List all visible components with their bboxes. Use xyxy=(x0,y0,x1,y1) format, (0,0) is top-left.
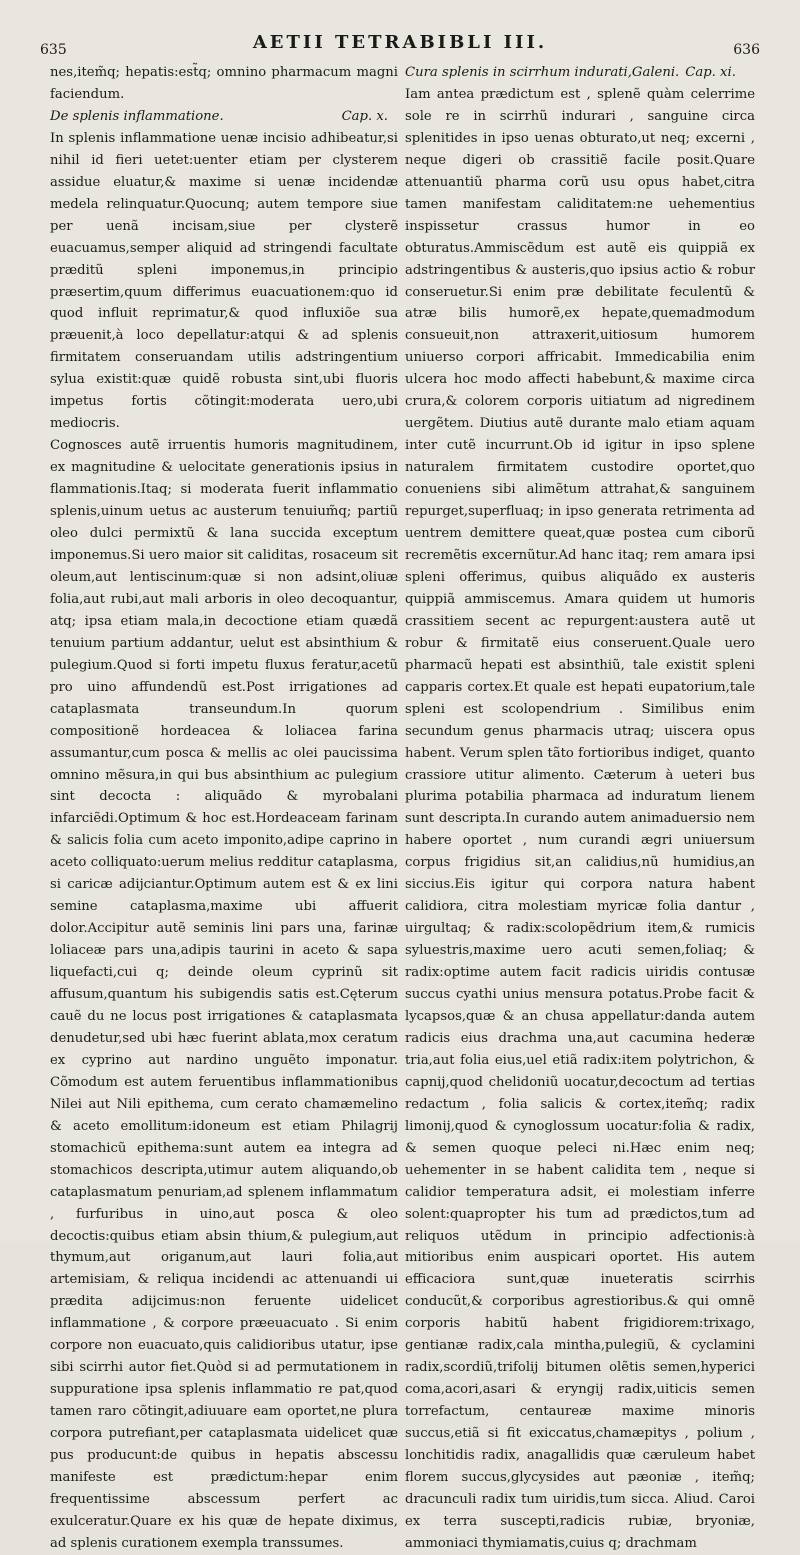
right-column xyxy=(405,62,755,1551)
folio-number-left: 635 xyxy=(40,42,67,58)
left-column xyxy=(50,62,398,1551)
chapter-heading xyxy=(50,106,398,128)
chapter-number: Cap. xi. xyxy=(685,65,736,80)
paragraph: Cognosces autẽ irruentis humoris magnitudinem, ex magnitudine & uelocitate generationis ipsius in flammationis.Itaq; si moderata fuerit inflammatio splenis,uinum uetus ac austerum tenuium̃q; partiũ oleo dulci permixtũ & lana succida exceptum imponemus.Si uero maior sit caliditas, rosaceum sit oleum,aut lentiscinum:quæ si non adsint,oliuæ folia,aut rubi,aut mali arboris in oleo decoquantur, atq; ipsa etiam mala,in decoctione etiam quædã tenuium partium addantur, uelut est absinthium & pulegium.Quod si forti impetu fluxus feratur,acetũ pro uino affundendũ est.Post irrigationes ad cataplasmata transeundum.In quorum compositionẽ hordeacea & loliacea farina assumantur,cum posca & mellis ac olei paucissima omnino mẽsura,in qui bus absinthium ac pulegium sint decocta : aliquãdo & myrobalani infarciẽdi.Optimum & hoc est.Hordeaceam farinam & salicis folia cum aceto imponito,adipe caprino in aceto colliquato:uerum melius redditur cataplasma, si caricæ adijciantur.Optimum autem est & ex lini semine cataplasma,maxime ubi affuerit dolor.Accipitur autẽ seminis lini pars una, farinæ loliaceæ pars una,adipis taurini in aceto & sapa liquefacti,cui q; deinde oleum cyprinũ sit affusum,quantum his subigendis satis est.Cęterum cauẽ du ne locus post irrigationes & cataplasmata denudetur,sed ubi hæc fuerint ablata,mox ceratum ex cyprino aut nardino unguẽto imponatur. Cõmodum est autem feruentibus inflammationibus Nilei aut Nili epithema, cum cerato chamæmelino & aceto emollitum:idoneum est etiam Philagrij stomachicũ epithema:sunt autem ea integra ad stomachicos descripta,utimur autem aliquando,ob cataplasmatum penuriam,ad splenem inflammatum , furfuribus in uino,aut posca & oleo decoctis:quibus etiam absin thium,& pulegium,aut thymum,aut origanum,aut lauri folia,aut artemisiam, & reliqua incidendi ac attenuandi ui prædita adijcimus:non feruente uidelicet inflammatione , & corpore præeuacuato . Si enim corpore non euacuato,quis calidioribus utatur, ipse sibi scirrhi autor fiet.Quòd si ad permutationem in suppuratione ipsa splenis inflammatio re pat,quod tamen raro cõtingit,adiuuare eam oportet,ne plura corpora putrefiant,per cataplasmata uidelicet quæ pus producunt:de quibus in hepatis abscessu manifeste est prædictum:hepar enim frequentissime abscessum perfert ac exulceratur.Quare ex his quæ de hepate diximus, ad splenis curationem exempla transsumes. xyxy=(50,438,398,1551)
continuation-text: nes,item̃q; hepatis:est̃q; omnino pharmacum magni faciendum. xyxy=(50,65,398,102)
page-header xyxy=(40,30,760,58)
chapter-title: De splenis inflammatione. xyxy=(50,108,224,124)
chapter-number: Cap. x. xyxy=(341,108,388,124)
folio-number-right: 636 xyxy=(733,42,760,58)
paragraph: In splenis inflammatione uenæ incisio adhibeatur,si nihil id fieri uetet:uenter etiam per clysterem assidue eluatur,& maxime si uenæ incidendæ medela relinquatur.Quocunq; autem tempore siue per uenã incisam,siue per clysterẽ euacuamus,semper aliquid ad stringendi facultate præditũ spleni imponemus,in principio præsertim,quum differimus euacuationem:quo id quod influit reprimatur,& quod influxiõe sua præuenit,à loco depellatur:atqui & ad splenis firmitatem conseruandam utilis adstringentium sylua existit:quæ quidẽ robusta sint,ubi fluoris impetus fortis cõtingit:moderata uero,ubi mediocris. xyxy=(50,130,398,432)
running-title: AETII TETRABIBLI III. xyxy=(252,32,548,53)
chapter-heading xyxy=(405,62,755,84)
paragraph: Iam antea prædictum est , splenẽ quàm celerrime sole re in scirrhũ indurari , sanguine circa splenitides in ipso uenas obturato,ut neq; excerni , neque digeri ob crassitiẽ facile posit.Quare attenuantiũ pharma corũ usu opus habet,citra tamen manifestam caliditatem:ne uehementius inspissetur crassus humor in eo obturatus.Ammiscẽdum est autẽ eis quippiã ex adstringentibus & austeris,quo ipsius actio & robur conseruetur.Si enim præ debilitate feculentũ & atræ bilis humorẽ,ex hepate,quemadmodum consueuit,non attraxerit,uitiosum humorem uniuerso corpori affricabit. Immedicabilia enim ulcera hoc modo affecti habebunt,& maxime circa crura,& colorem corporis uitiatum ad nigredinem uergẽtem. Diutius autẽ durante malo etiam aquam inter cutẽ incurrunt.Ob id igitur in ipso splene naturalem firmitatem custodire oportet,quo conueniens sibi alimẽtum attrahat,& sanguinem repurget,superfluaq; in ipso generata retrimenta ad uentrem demittere queat,quæ postea cum ciborũ recremẽtis excernũtur.Ad hanc itaq; rem amara ipsi spleni offerimus, quibus aliquãdo ex austeris quippiã ammiscemus. Amara quidem ut humoris crassitiem secent ac repurgent:austera autẽ ut robur & firmitatẽ eius conseruent.Quale uero pharmacũ hepati est absinthiũ, tale existit spleni capparis cortex.Et quale est hepati eupatorium,tale spleni est scolopendrium . Similibus enim secundum genus pharmacis utraq; uiscera opus habent. Verum splen tãto fortioribus indiget, quanto crassiore utitur alimento. Cæterum à ueteri bus plurima potabilia pharmaca ad induratum lienem sunt descripta.In curando autem animaduersio nem habere oportet , num curandi ægri uniuersum corpus frigidius sit,an calidius,nũ humidius,an siccius.Eis igitur qui corpora natura habent calidiora, citra molestiam myricæ folia dantur , uirgultaq; & radix:scolopẽdrium item,& rumicis syluestris,maxime uero acuti semen,foliaq; & radix:optime autem facit radicis uiridis contusæ succus cyathi unius mensura potatus.Probe facit & lycapsos,quæ & an chusa appellatur:danda autem radicis eius drachma una,aut cacumina hederæ tria,aut folia eius,uel etiã radix:item polytrichon, & capnij,quod chelidoniũ uocatur,decoctum ad tertias redactum , folia salicis & cortex,item̃q; radix limonij,quod & cynoglossum uocatur:folia & radix, & semen quoque peleci ni.Hæc enim neq; uehementer in se habent calidita tem , neque si calidior temperatura adsit, ei molestiam inferre solent:quapropter his tum ad prædictos,tum ad reliquos utẽdum in principio adfectionis:à mitioribus enim auspicari oportet. His autem efficaciora sunt,quæ inueteratis scirrhis conducũt,& corporibus agrestioribus.& qui omnẽ corporis habitũ habent frigidiorem:trixago, gentianæ radix,cala mintha,pulegiũ, & cyclamini radix,scordiũ,trifolij bitumen olẽtis semen,hyperici coma,acori,asari & eryngij radix,uiticis semen torrefactum, centaureæ maxime minoris succus,etiã si fit exiccatus,chamæpitys , polium , lonchitidis radix, anagallidis quæ cæruleum habet florem succus,glycysides aut pæoniæ , item̃q; dracunculi radix tum uiridis,tum sicca. Aliud. Caroi ex terra suscepti,radicis rubiæ, bryoniæ, ammoniaci thymiamatis,cuius q; drachmam xyxy=(405,86,755,1551)
chapter-title: Cura splenis in scirrhum indurati,Galeni. xyxy=(405,65,680,80)
